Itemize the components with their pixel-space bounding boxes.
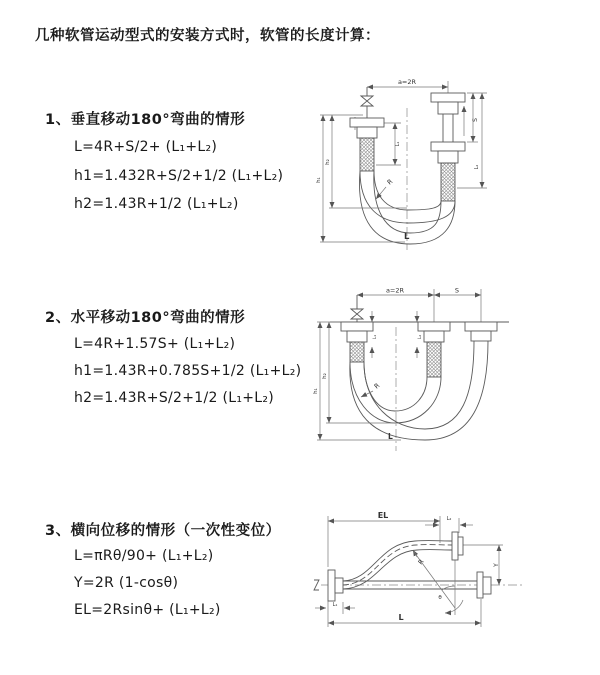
dim-label-l2: L₂ bbox=[418, 334, 423, 340]
braided-hose-section bbox=[427, 342, 441, 377]
dimension-lines bbox=[320, 81, 487, 242]
dim-label-l2: L₂ bbox=[474, 164, 480, 170]
figure-horizontal-180-diagram bbox=[313, 283, 565, 463]
section-1-formula-L: L=4R+S/2+ (L₁+L₂) bbox=[74, 139, 218, 155]
dimension-lines bbox=[317, 286, 509, 440]
length-label: L bbox=[404, 232, 410, 242]
dim-label-l1: L₁ bbox=[373, 334, 378, 340]
dim-label-h1: h₁ bbox=[316, 177, 322, 183]
section-2-formula-h1: h1=1.43R+0.785S+1/2 (L₁+L₂) bbox=[74, 363, 302, 379]
flange-upper-right bbox=[452, 532, 463, 560]
section-2-heading: 2、水平移动180°弯曲的情形 bbox=[45, 310, 246, 326]
braided-hose-section bbox=[441, 163, 455, 201]
radius-label: R bbox=[416, 557, 426, 567]
dim-label-a2r: a=2R bbox=[397, 78, 417, 86]
flange-left bbox=[341, 322, 373, 362]
section-1-formula-h2: h2=1.43R+1/2 (L₁+L₂) bbox=[74, 196, 239, 212]
dim-label-a2r: a=2R bbox=[385, 286, 405, 295]
section-2-formula-L: L=4R+1.57S+ (L₁+L₂) bbox=[74, 336, 236, 352]
radius-label: R bbox=[372, 381, 382, 391]
section-1-heading: 1、垂直移动180°弯曲的情形 bbox=[45, 112, 246, 128]
dimension-lines bbox=[315, 516, 503, 627]
flange-left bbox=[350, 118, 384, 171]
break-symbol bbox=[314, 580, 319, 590]
dim-label-l1: L₁ bbox=[332, 602, 338, 608]
dim-label-h1: h₁ bbox=[313, 388, 319, 394]
section-3-formula-EL: EL=2Rsinθ+ (L₁+L₂) bbox=[74, 602, 221, 618]
section-3-formula-Y: Y=2R (1-cosθ) bbox=[74, 575, 179, 591]
section-3-heading: 3、横向位移的情形（一次性变位） bbox=[45, 523, 281, 539]
section-3-formula-L: L=πRθ/90+ (L₁+L₂) bbox=[74, 548, 214, 564]
section-2-formula-h2: h2=1.43R+S/2+1/2 (L₁+L₂) bbox=[74, 390, 275, 406]
flange-right bbox=[465, 322, 497, 341]
section-1-formula-h1: h1=1.432R+S/2+1/2 (L₁+L₂) bbox=[74, 168, 284, 184]
flange-right bbox=[431, 93, 465, 201]
radius-label: R bbox=[385, 177, 395, 187]
braided-hose-section bbox=[350, 342, 364, 362]
flange-middle bbox=[418, 322, 450, 377]
flange-lower-right bbox=[477, 572, 491, 598]
dim-label-s: S bbox=[472, 118, 479, 122]
u-bend-hose bbox=[350, 341, 488, 440]
figure-vertical-180-diagram bbox=[315, 70, 565, 255]
page-title: 几种软管运动型式的安装方式时，软管的长度计算： bbox=[35, 28, 380, 44]
dim-label-l1: L₁ bbox=[395, 141, 401, 147]
valve-icon bbox=[351, 295, 363, 322]
flange-left bbox=[328, 570, 343, 601]
figure-lateral-displacement-diagram bbox=[313, 503, 568, 653]
dim-label-h2: h₂ bbox=[322, 373, 328, 379]
angle-theta-label: θ bbox=[438, 595, 442, 601]
length-label: L bbox=[388, 432, 393, 441]
dim-label-el: EL bbox=[377, 511, 389, 520]
dim-label-s: S bbox=[454, 286, 460, 295]
length-label: L bbox=[398, 613, 404, 622]
braided-hose-section bbox=[360, 138, 374, 171]
dim-label-l2: L₂ bbox=[446, 516, 452, 522]
valve-icon bbox=[361, 87, 373, 118]
dim-label-h2: h₂ bbox=[325, 159, 331, 165]
dim-label-y: Y bbox=[493, 563, 500, 567]
